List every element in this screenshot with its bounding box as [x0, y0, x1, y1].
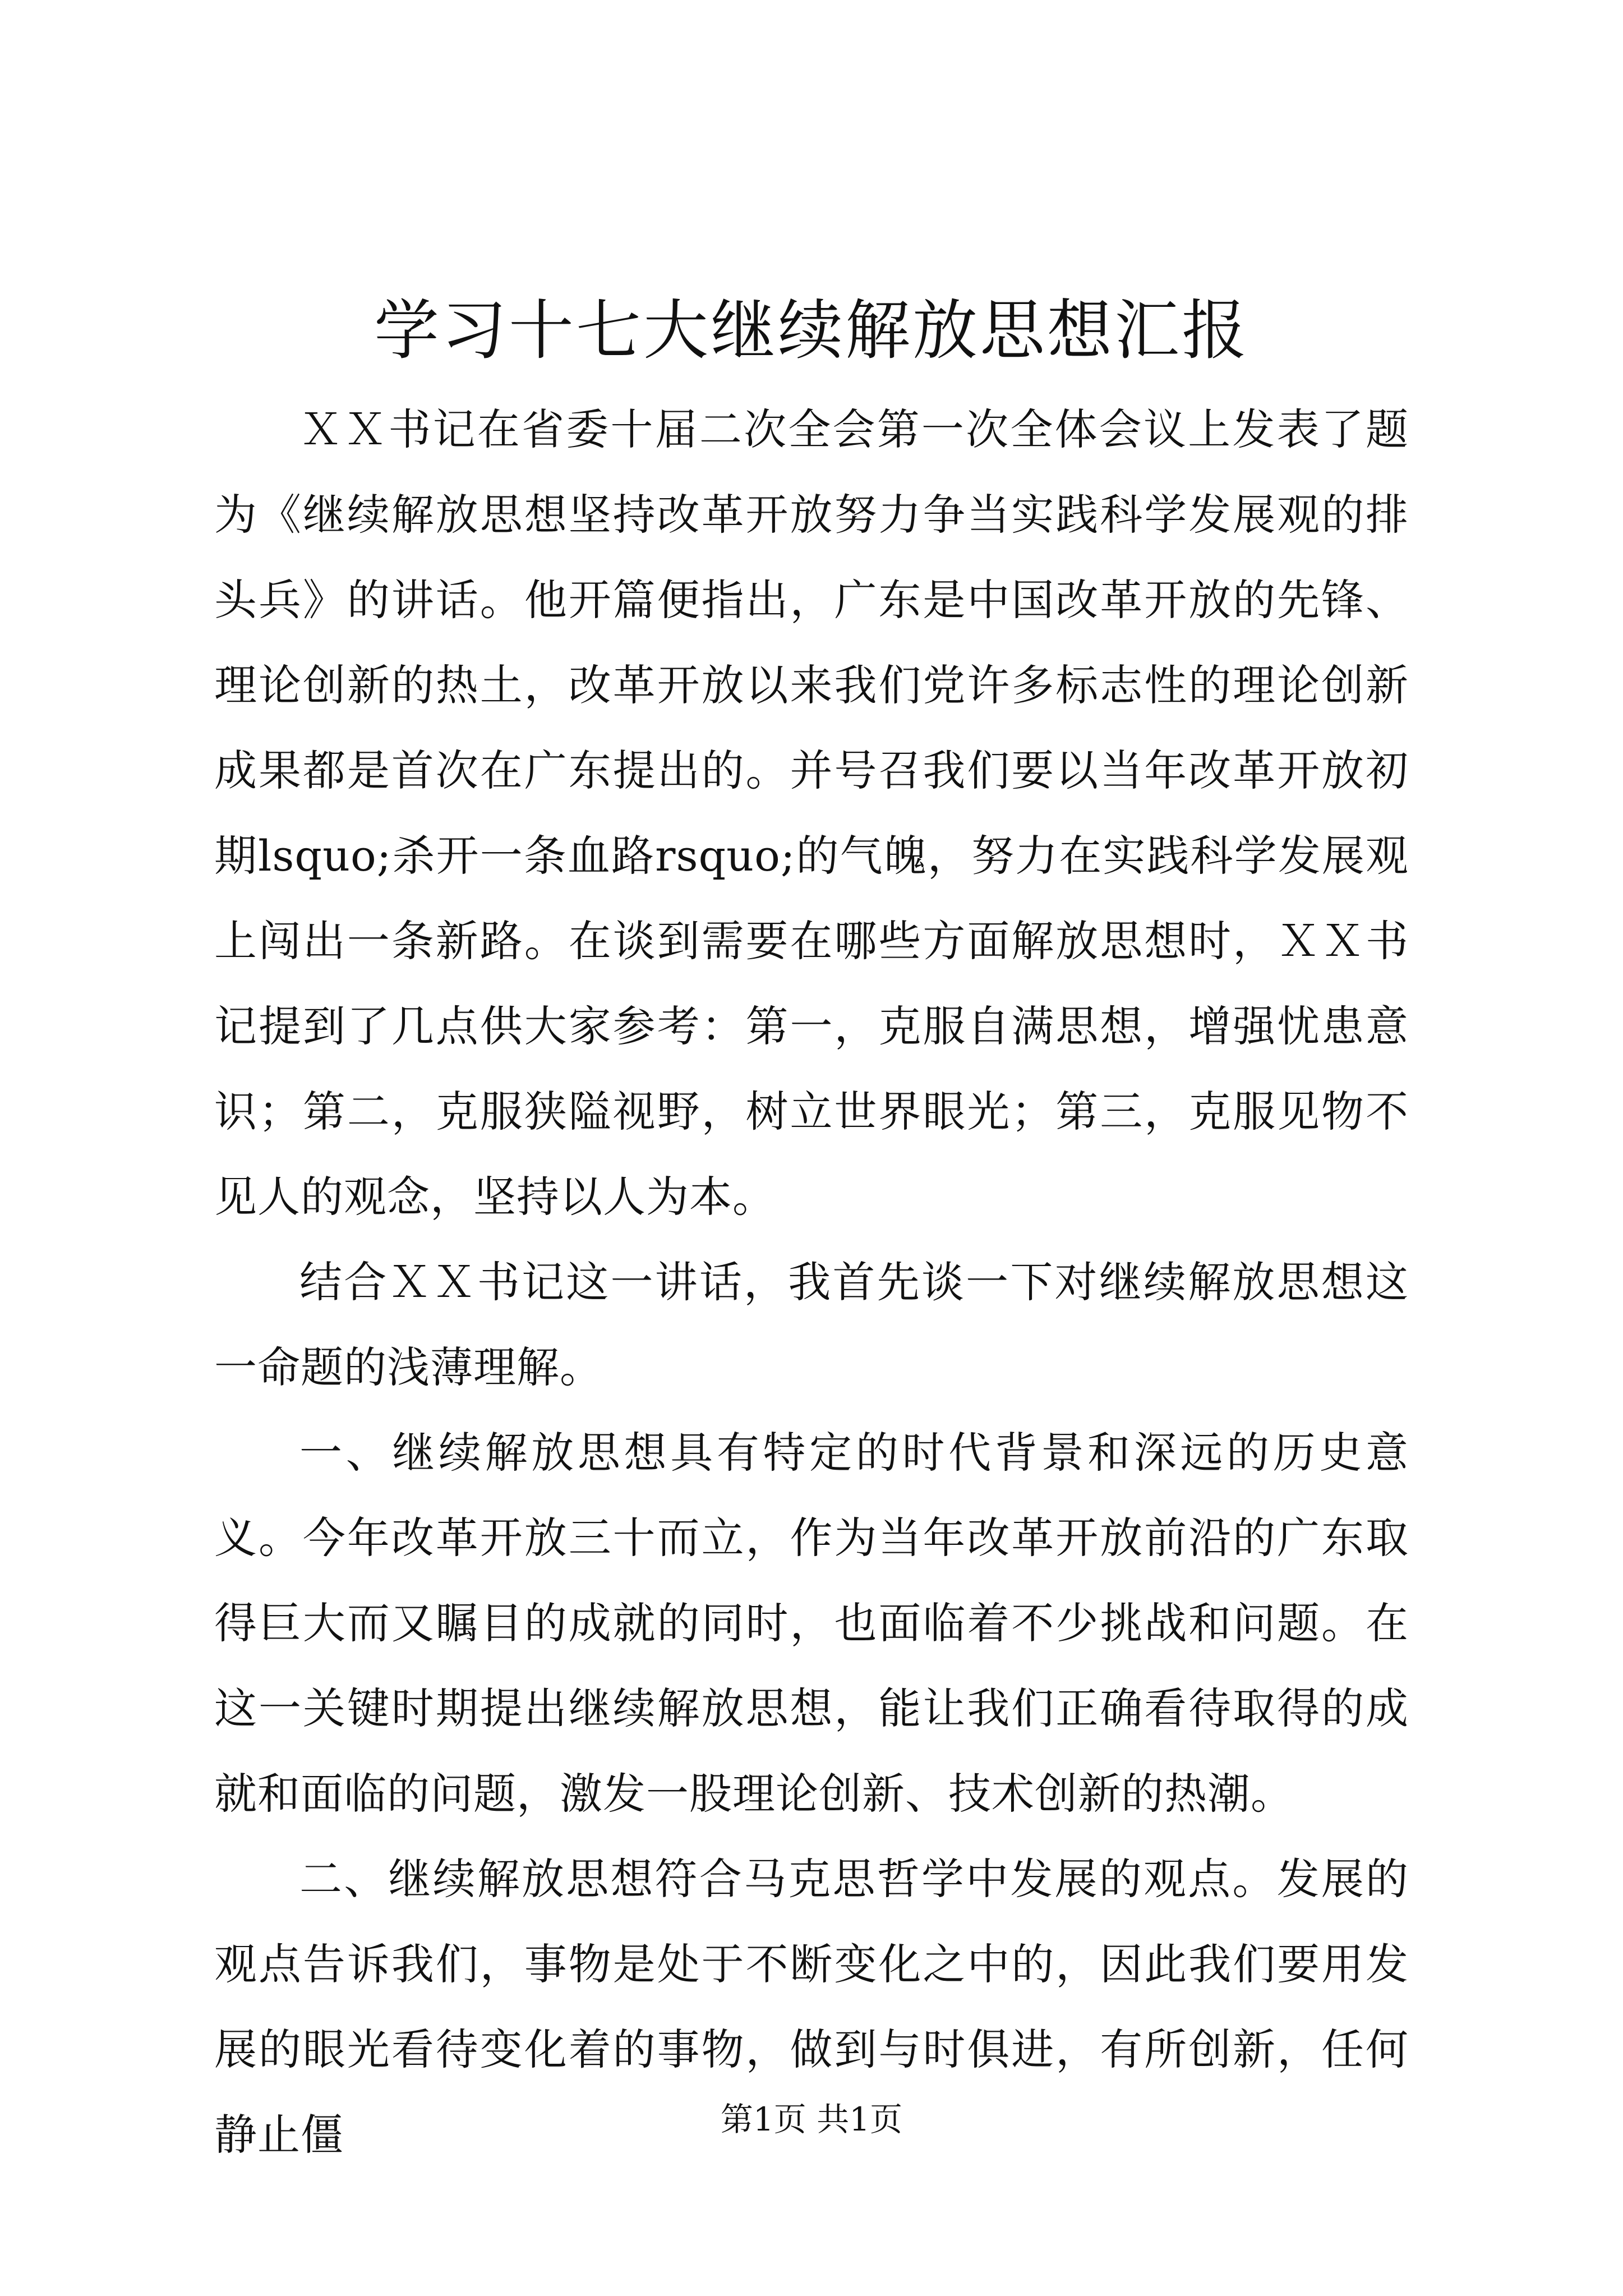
- paragraph-point-one: 一、继续解放思想具有特定的时代背景和深远的历史意义。今年改革开放三十而立，作为当年改革开放前沿的广东取得巨大而又瞩目的成就的同时，也面临着不少挑战和问题。在这一关键时期提出继续解放思想，能让我们正确看待取得的成就和面临的问题，激发一股理论创新、技术创新的热潮。: [214, 1428, 1409, 1819]
- paragraph-intro: ＸＸ书记在省委十届二次全会第一次全体会议上发表了题为《继续解放思想坚持改革开放努力争当实践科学发展观的排头兵》的讲话。他开篇便指出，广东是中国改革开放的先锋、理论创新的热土，改革开放以来我们党许多标志性的理论创新成果都是首次在广东提出的。并号召我们要以当年改革开放初期lsquo;杀开一条血路rsquo;的气魄，努力在实践科学发展观上闯出一条新路。在谈到需要在哪些方面解放思想时，ＸＸ书记提到了几点供大家参考：第一，克服自满思想，增强忧患意识；第二，克服狭隘视野，树立世界眼光；第三，克服见物不见人的观念，坚持以人为本。: [214, 404, 1409, 1222]
- page-footer: [0, 2097, 1623, 2142]
- document-title: 学习十七大继续解放思想汇报: [374, 293, 1249, 369]
- document-body: [214, 387, 1409, 2178]
- page-number: 第1页 共1页: [720, 2100, 903, 2138]
- paragraph-understanding: 结合ＸＸ书记这一讲话，我首先谈一下对继续解放思想这一命题的浅薄理解。: [214, 1257, 1409, 1392]
- paragraph-point-two: 二、继续解放思想符合马克思哲学中发展的观点。发展的观点告诉我们，事物是处于不断变化之中的，因此我们要用发展的眼光看待变化着的事物，做到与时俱进，有所创新，任何静止僵: [214, 1854, 1409, 2160]
